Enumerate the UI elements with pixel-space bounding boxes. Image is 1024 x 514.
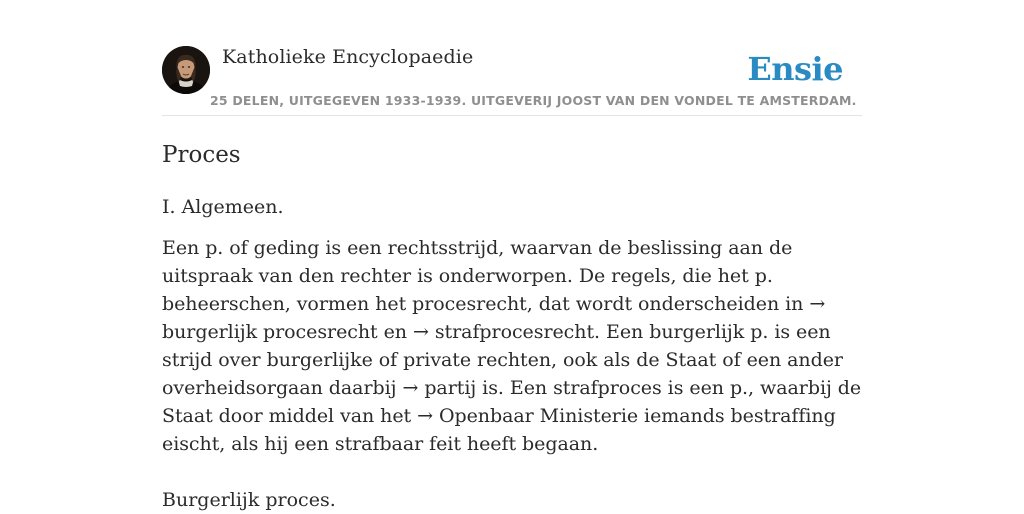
- book-subtitle: 25 DELEN, UITGEGEVEN 1933-1939. UITGEVERIJ JOOST VAN DEN VONDEL TE AMSTERDAM.: [210, 93, 857, 108]
- section-heading: I. Algemeen.: [162, 196, 284, 218]
- book-title[interactable]: Katholieke Encyclopaedie: [222, 46, 474, 68]
- entry-title: Proces: [162, 142, 241, 168]
- portrait-avatar-icon[interactable]: [162, 46, 210, 94]
- ensie-logo-link[interactable]: Ensie: [747, 50, 843, 88]
- article-paragraph: Een p. of geding is een rechtsstrijd, waarvan de beslissing aan de uitspraak van den rechter is onderworpen. De regels, die het p. beheerschen, vormen het procesrecht, dat wordt onderscheiden in → burgerlijk procesrecht en → strafprocesrecht. Een burgerlijk p. is een strijd over burgerlijke of private rechten, ook als de Staat of een ander overheidsorgaan daarbij → partij is. Een strafproces is een p., waarbij de Staat door middel van het → Openbaar Ministerie iemands bestraffing eischt, als hij een strafbaar feit heeft begaan.: [162, 237, 862, 455]
- article-content: [162, 137, 862, 514]
- site-header: [162, 46, 862, 116]
- header-divider: [162, 115, 862, 116]
- subsection-heading: Burgerlijk proces.: [162, 489, 336, 511]
